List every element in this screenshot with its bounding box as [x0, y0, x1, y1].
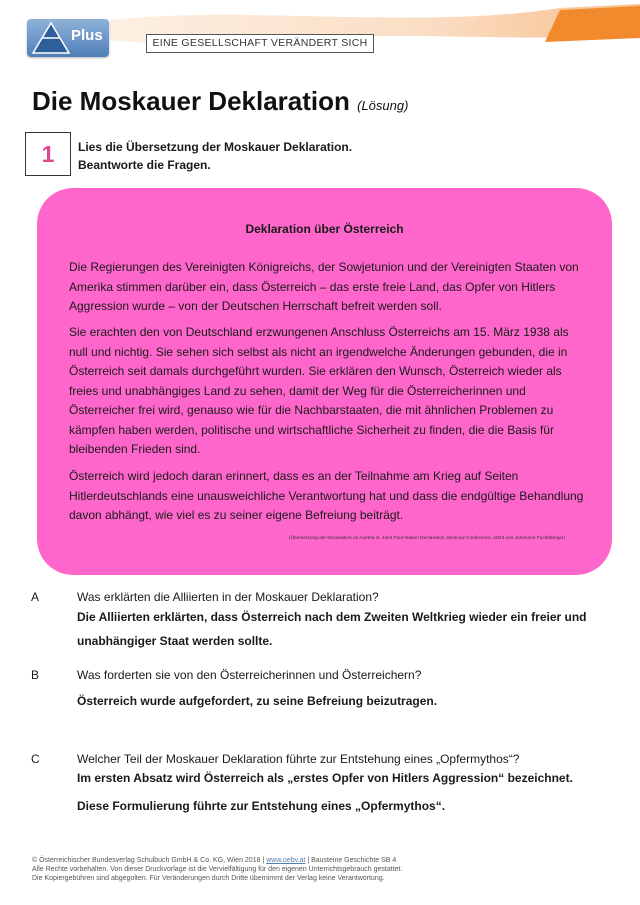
declaration-paragraph-3: Österreich wird jedoch daran erinnert, dass es an der Teilnahme am Krieg auf Seiten Hitlerdeutschlands eine unausweichliche Verantwortung hat und dass die endgültige Behandlung davon abhängt, wie viel es zu seiner eigene Befreiung beiträgt.	[69, 469, 584, 522]
copyright-footer	[32, 856, 622, 883]
declaration-box	[37, 188, 612, 575]
publisher-logo	[27, 19, 109, 57]
series-title: EINE GESELLSCHAFT VERÄNDERT SICH	[146, 34, 374, 53]
page-title-text: Die Moskauer Deklaration	[32, 86, 350, 116]
task-number: 1	[25, 132, 71, 176]
task-instruction-line-1: Lies die Übersetzung der Moskauer Deklaration.	[78, 140, 353, 154]
answer-c-line-2: Diese Formulierung führte zur Entstehung eines „Opfermythos“.	[77, 799, 446, 813]
question-text: Was erklärten die Alliierten in der Moskauer Deklaration?	[77, 590, 379, 604]
title-note: (Lösung)	[357, 98, 409, 113]
question-text: Was forderten sie von den Österreicherinnen und Österreichern?	[77, 668, 422, 682]
task-instructions	[78, 138, 352, 174]
footer-line-1	[32, 856, 622, 865]
publisher-link[interactable]: www.oebv.at	[266, 857, 306, 864]
footer-series: | Bausteine Geschichte SB 4	[307, 857, 397, 864]
footer-copyright: © Österreichischer Bundesverlag Schulbuch GmbH & Co. KG, Wien 2018 |	[32, 857, 265, 864]
question-letter: A	[31, 590, 40, 604]
declaration-paragraph-2: Sie erachten den von Deutschland erzwungenen Anschluss Österreichs am 15. März 1938 als null und nichtig. Sie sehen sich selbst als nicht an irgendwelche Änderungen gebunden, die in Österreich seit damals durchgeführt wurden. Sie erklären den Wunsch, Österreich wieder als freies und unabhängiges Land zu sehen, damit der Weg für die Österreicherinnen und Österreicher frei wird, genauso wie für die Nachbarstaaten, die mit ähnlichen Problemen zu kämpfen haben werden, politische und wirtschaftliche Sicherheit zu finden, die die Basis für bleibenden Frieden sind.	[69, 325, 569, 456]
task-instruction-line-2: Beantworte die Fragen.	[78, 158, 211, 172]
footer-line-2: Alle Rechte vorbehalten. Von dieser Druckvorlage ist die Vervielfältigung für den eigenen Unterrichtsgebrauch gestattet.	[32, 866, 403, 873]
answer-a: Die Alliierten erklärten, dass Österreich nach dem Zweiten Weltkrieg wieder ein freier und unabhängiger Staat werden sollte.	[77, 610, 587, 648]
question-text: Welcher Teil der Moskauer Deklaration führte zur Entstehung eines „Opfermythos“?	[77, 752, 520, 766]
question-letter: B	[31, 668, 40, 682]
logo-text: Plus	[71, 27, 103, 44]
footer-line-3: Die Kopiergebühren sind abgegolten. Für Veränderungen durch Dritte übernimmt der Verlag keine Verantwortung.	[32, 875, 385, 882]
declaration-title: Deklaration über Österreich	[245, 222, 404, 236]
page-title	[32, 86, 408, 117]
answer-c-line-1: Im ersten Absatz wird Österreich als „erstes Opfer von Hitlers Aggression“ bezeichnet.	[77, 771, 573, 785]
declaration-paragraph-1: Die Regierungen des Vereinigten Königreichs, der Sowjetunion und der Vereinigten Staaten von Amerika stimmen darüber ein, dass Österreich – das erste freie Land, das Opfer von Hitlers Aggression wurde – von der Deutschen Herrschaft befreit werden soll.	[69, 260, 579, 313]
declaration-source: (Übersetzung der Declaration on Austria in: Joint Four-Nation Declaration, Moscow Conference, 1943 von Johannes Fuchsberger)	[289, 536, 566, 541]
question-letter: C	[31, 752, 40, 766]
page-header	[0, 0, 640, 70]
pyramid-logo-icon	[31, 21, 71, 55]
answer-b: Österreich wurde aufgefordert, zu seine Befreiung beizutragen.	[77, 694, 438, 708]
